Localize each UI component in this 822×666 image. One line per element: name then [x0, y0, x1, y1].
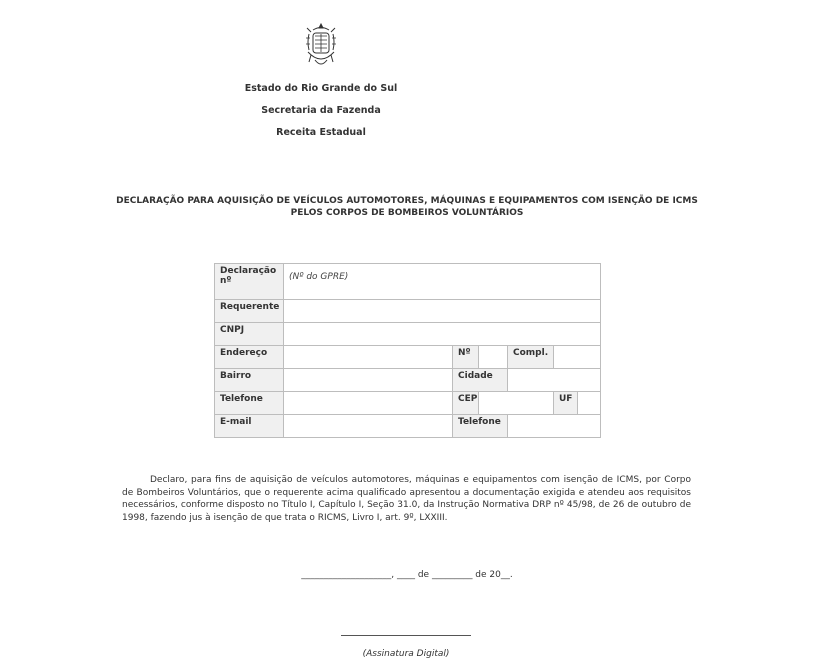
declaration-form — [214, 263, 601, 438]
bairro-label: Bairro — [215, 369, 284, 392]
document-title: DECLARAÇÃO PARA AQUISIÇÃO DE VEÍCULOS AUTOMOTORES, MÁQUINAS E EQUIPAMENTOS COM ISENÇÃO DE ICMS PELOS CORPOS DE BOMBEIROS VOLUNTÁRIOS — [116, 196, 698, 218]
cep-label: CEP — [453, 392, 479, 415]
office-name: Receita Estadual — [276, 127, 366, 138]
compl-label: Compl. — [508, 346, 554, 369]
uf-field[interactable] — [578, 392, 600, 414]
declaracao-label: Declaração nº — [215, 264, 284, 300]
telefone2-label: Telefone — [453, 415, 508, 438]
declaration-paragraph: Declaro, para fins de aquisição de veículos automotores, máquinas e equipamentos com isenção de ICMS, por Corpo de Bombeiros Voluntários, que o requerente acima qualificado apresentou a documentação exigida e atendeu aos requisitos necessários, conforme disposto no Título I, Capítulo I, Seção 31.0, da Instrução Normativa DRP nº 45/98, de 26 de outubro de 1998, fazendo jus à isenção de que trata o RICMS, Livro I, art. 9º, LXXIII. — [122, 475, 691, 523]
telefone-field[interactable] — [284, 392, 453, 415]
numero-field[interactable] — [479, 346, 508, 369]
cidade-label: Cidade — [453, 369, 508, 392]
declaracao-field[interactable]: (Nº do GPRE) — [284, 264, 601, 300]
telefone-label: Telefone — [215, 392, 284, 415]
uf-cell — [554, 392, 601, 415]
cnpj-field[interactable] — [284, 323, 601, 346]
endereco-field[interactable] — [284, 346, 453, 369]
telefone2-field[interactable] — [508, 415, 601, 438]
email-field[interactable] — [284, 415, 453, 438]
state-name: Estado do Rio Grande do Sul — [244, 83, 398, 94]
email-label: E-mail — [215, 415, 284, 438]
cnpj-label: CNPJ — [215, 323, 284, 346]
cep-field[interactable] — [479, 392, 554, 415]
endereco-label: Endereço — [215, 346, 284, 369]
uf-label: UF — [554, 392, 578, 414]
date-line: ____________________, ____ de _________ de 20__. — [301, 570, 513, 580]
numero-label: Nº — [453, 346, 479, 369]
requerente-label: Requerente — [215, 300, 284, 323]
requerente-field[interactable] — [284, 300, 601, 323]
signature-label: (Assinatura Digital) — [362, 649, 450, 659]
compl-field[interactable] — [554, 346, 601, 369]
signature-line — [341, 635, 471, 636]
department-name: Secretaria da Fazenda — [261, 105, 381, 116]
cidade-field[interactable] — [508, 369, 601, 392]
bairro-field[interactable] — [284, 369, 453, 392]
state-coat-of-arms-icon — [303, 22, 339, 70]
